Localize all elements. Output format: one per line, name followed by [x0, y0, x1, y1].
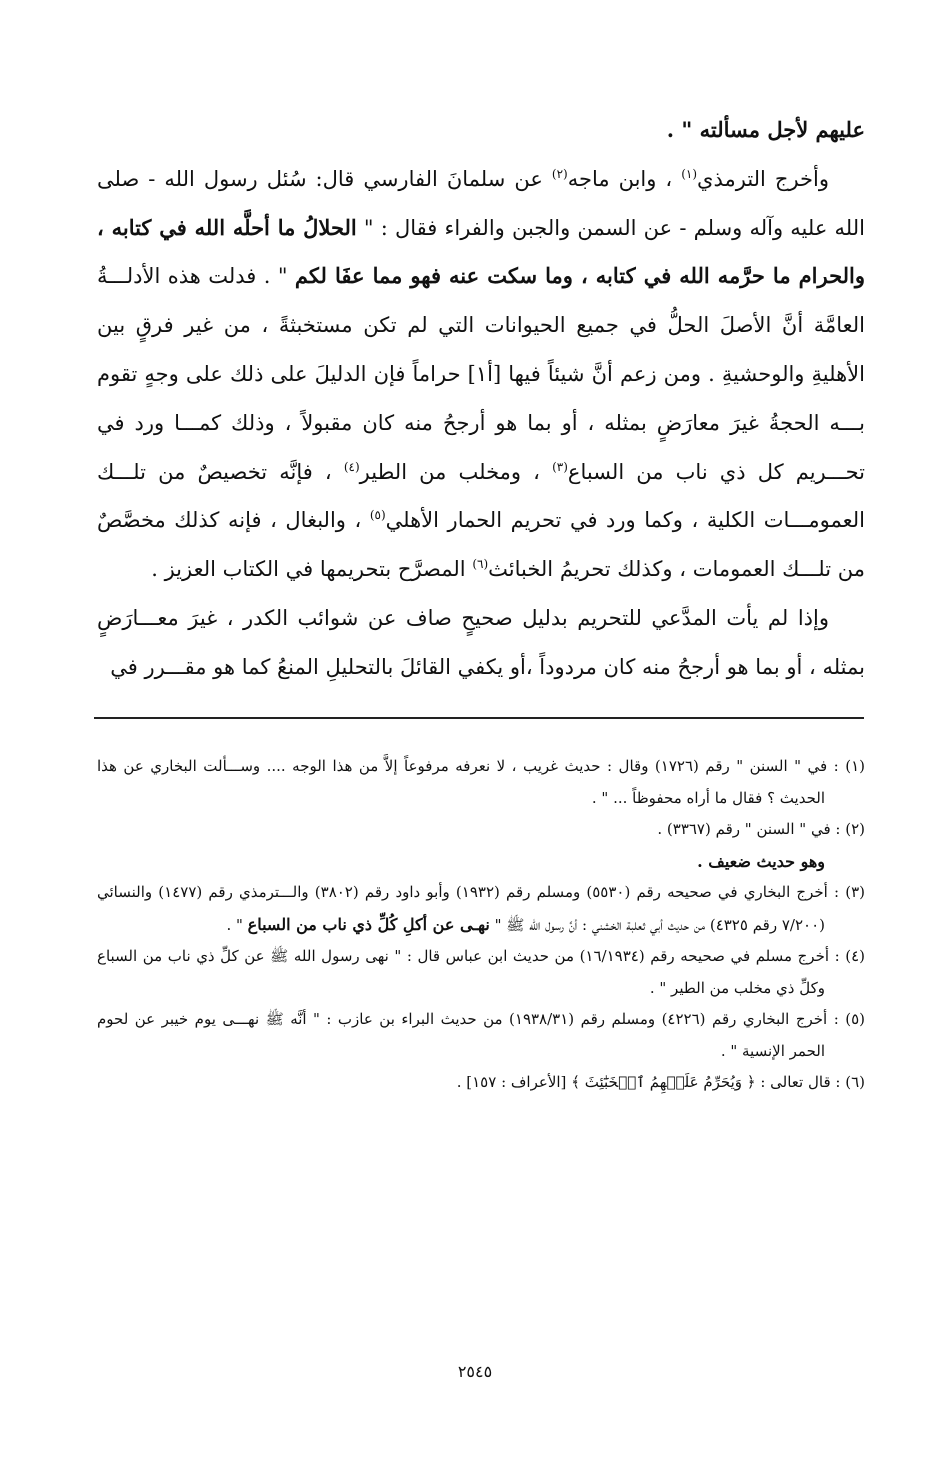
text-run: ، والبغال ، فإنه كذلك مخصَّصٌ من تلـــك العمومات ، وكذلك تحريمُ الخبائث: [97, 508, 865, 582]
text-run: ، ومخلب من الطير: [359, 459, 553, 484]
hadith-quote: الحلالُ ما أحلَّه الله في كتابه ، والحرام ما حرَّمه الله في كتابه ، وما سكت عنه فهو مما عفَا لكم: [97, 214, 865, 289]
text-run: ، فإنَّه تخصيصٌ من تلـــك العمومـــات الكلية ، وكما ورد في تحريم الحمار الأهلي: [97, 459, 865, 533]
footnote-1: (١) : في " السنن " رقم (١٧٢٦) وقال : حديث غريب ، لا نعرفه مرفوعاً إلاَّ من هذا الوجه .... وســـألت البخاري عن هذا الحديث ؟ فقال ما أراه محفوظاً ... " .: [97, 757, 865, 807]
footnote-ref-2[interactable]: (٢): [551, 166, 568, 181]
footnote-6-text: (٦) : قال تعالى :: [755, 1073, 865, 1091]
footnotes: [97, 751, 865, 1099]
footnote-2-note: وهو حديث ضعيف .: [697, 851, 825, 871]
footnote-ref-5[interactable]: (٥): [369, 508, 386, 523]
footnote-6-ref: [الأعراف : ١٥٧] .: [456, 1073, 572, 1091]
text-run: وأخرج الترمذي: [697, 166, 830, 191]
footnote-2: (٢) : في " السنن " رقم (٣٣٦٧) .: [657, 820, 865, 838]
text-run: ، وابن ماجه: [567, 166, 682, 191]
quran-verse: ﴿ وَيُحَرِّمُ عَلَيۡهِمُ ٱلۡخَبَٰٓئِثَ ﴾: [571, 1073, 756, 1091]
footnote-5: (٥) : أخرج البخاري رقم (٤٢٢٦) ومسلم رقم (١٩٣٨/٣١) من حديث البراء بن عازب : " أنَّه ﷺ نهـــى يوم خيبر عن لحوم الحمر الإنسية " .: [97, 1010, 865, 1060]
footnote-ref-6[interactable]: (٦): [472, 557, 489, 572]
footnote-6: [97, 1067, 865, 1099]
footnote-3-end: " .: [226, 915, 248, 934]
footnote-ref-3[interactable]: (٣): [552, 459, 568, 474]
footnote-3-text: (٣) : أخرج البخاري في صحيحه رقم (٥٥٣٠) ومسلم رقم (١٩٣٢) وأبو داود رقم (٣٨٠٢) والـــترمذي رقم (١٤٧٧) والنسائي (٧/٢٠٠ رقم ٤٣٢٥) من حديث أبي ثعلبة الخشني : أنَّ رسول الله ﷺ ": [97, 883, 866, 934]
footnote-4: (٤) : أخرج مسلم في صحيحه رقم (١٦/١٩٣٤) من حديث ابن عباس قال : " نهى رسول الله ﷺ عن كلِّ ذي ناب من السباع وكلِّ ذي مخلب من الطير " .: [97, 947, 865, 997]
paragraph-3: وإذا لم يأت المدَّعي للتحريم بدليل صحيحٍ صاف عن شوائب الكدر ، غيرَ معـــارَضٍ بمثله ، أو بما هو أرجحُ منه كان مردوداً ،أو يكفي القائلَ بالتحليلِ المنعُ كما هو مقـــرر في: [97, 605, 865, 679]
footnote-ref-4[interactable]: (٤): [343, 459, 360, 474]
text-run: المصرَّح بتحريمها في الكتاب العزيز .: [151, 557, 473, 582]
text-run: " . فدلت هذه الأدلـــةُ العامَّة أنَّ الأصلَ الحلُّ في جميع الحيوانات التي لم تكن مستخبثةً ، من غير فرقٍ بين الأهليةِ والوحشيةِ . ومن زعم أنَّ شيئاً فيها [أ١] حراماً فإن الدليلَ على ذلك على وجهٍ تقوم بـــه الحجةُ غيرَ معارَضٍ بمثله ، أو بما هو أرجحُ منه كان مقبولاً ، وذلك كمـــا ورد في تحـــريم كل ذي ناب من السباع: [97, 264, 865, 484]
footnote-3: [97, 877, 865, 941]
page-number: ٢٥٤٥: [457, 1362, 493, 1381]
main-text: [97, 106, 865, 692]
footnote-ref-1[interactable]: (١): [681, 166, 698, 181]
paragraph-2: [97, 155, 865, 594]
footnote-divider: [94, 717, 864, 719]
paragraph-1-bold: عليهم لأجل مسألته " .: [666, 117, 865, 142]
text-run: عن سلمانَ الفارسي قال: سُئل رسول الله - صلى الله عليه وآله وسلم - عن السمن والجبن والفراء فقال : ": [97, 166, 865, 240]
paragraph-1: [97, 106, 865, 155]
footnote-3-bold: نهـى عن أكلِ كُلِّ ذي ناب من السباع: [247, 914, 490, 934]
